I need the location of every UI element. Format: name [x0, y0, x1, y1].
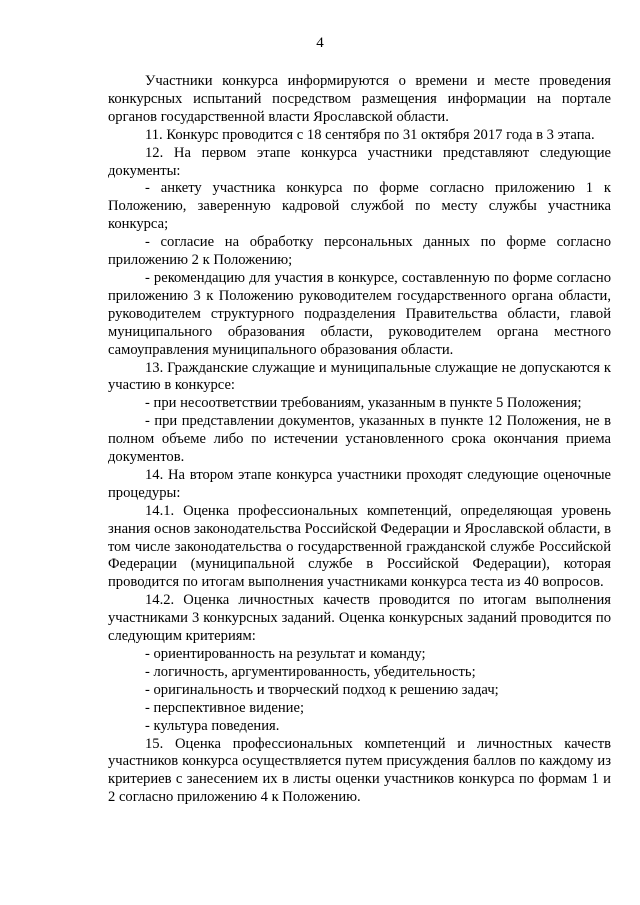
list-item-questionnaire: - анкету участника конкурса по форме согласно приложению 1 к Положению, заверенную кадровой службой по месту службы участника конкурса;	[108, 180, 611, 233]
paragraph-15-scoring: 15. Оценка профессиональных компетенций и личностных качеств участников конкурса осуществляется путем присуждения баллов по каждому из критериев с занесением их в листы оценки участников конкурса по формам 1 и 2 согласно приложению 4 к Положению.	[108, 735, 611, 806]
list-item-recommendation: - рекомендацию для участия в конкурсе, составленную по форме согласно приложению 3 к Положению руководителем государственного органа области, руководителем структурного подразделения Правительства области, главой муниципального образования области, руководителем органа местного самоуправления муниципального образования области.	[108, 269, 611, 358]
list-item-nonconformity: - при несоответствии требованиям, указанным в пункте 5 Положения;	[145, 395, 582, 412]
paragraph-13-not-admitted: 13. Гражданские служащие и муниципальные служащие не допускаются к участию в конкурсе:	[108, 359, 611, 394]
paragraph-14-1-competence: 14.1. Оценка профессиональных компетенций, определяющая уровень знания основ законодательства Российской Федерации и Ярославской области, в том числе законодательства о государственной гражданской службе Российской Федерации (муниципальной службе в Российской Федерации), которая проводится по итогам выполнения участниками конкурса теста из 40 вопросов.	[108, 502, 611, 591]
paragraph-12-first-stage: 12. На первом этапе конкурса участники представляют следующие документы:	[108, 144, 611, 179]
list-item-criterion-vision: - перспективное видение;	[145, 699, 304, 716]
list-item-consent: - согласие на обработку персональных данных по форме согласно приложению 2 к Положению;	[108, 234, 611, 269]
paragraph-14-2-personal-qualities: 14.2. Оценка личностных качеств проводится по итогам выполнения участниками 3 конкурсных заданий. Оценка конкурсных заданий проводится по следующим критериям:	[108, 592, 611, 645]
paragraph-info-announcement: Участники конкурса информируются о времени и месте проведения конкурсных испытаний посредством размещения информации на портале органов государственной власти Ярославской области.	[108, 73, 611, 125]
list-item-criterion-result: - ориентированность на результат и команду;	[145, 646, 426, 662]
list-item-criterion-behavior: - культура поведения.	[145, 717, 280, 734]
page-number: 4	[316, 35, 324, 51]
list-item-criterion-logic: - логичность, аргументированность, убедительность;	[145, 663, 476, 680]
list-item-criterion-originality: - оригинальность и творческий подход к решению задач;	[145, 681, 499, 698]
list-item-incomplete-documents: - при представлении документов, указанных в пункте 12 Положения, не в полном объеме либо по истечении установленного срока окончания приема документов.	[108, 413, 611, 466]
paragraph-11-dates: 11. Конкурс проводится с 18 сентября по 31 октября 2017 года в 3 этапа.	[145, 126, 595, 143]
paragraph-14-second-stage: 14. На втором этапе конкурса участники проходят следующие оценочные процедуры:	[108, 466, 611, 501]
document-body	[108, 73, 611, 807]
